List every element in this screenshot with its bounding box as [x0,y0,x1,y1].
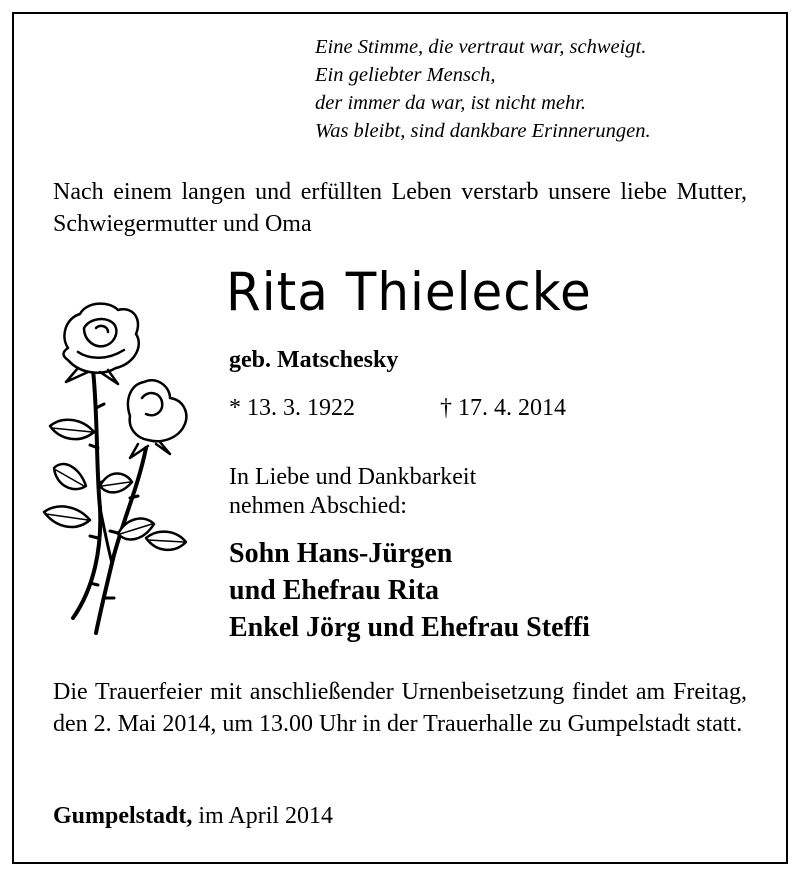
death-date: † 17. 4. 2014 [440,395,566,421]
funeral-service-text: Die Trauerfeier mit anschließender Urnenbeisetzung findet am Freitag, den 2. Mai 2014, um 13.00 Uhr in der Trauerhalle zu Gumpelstadt statt. [53,679,747,737]
life-dates [229,393,566,423]
mourner-line: Sohn Hans-Jürgen [229,538,453,569]
poem-line: Ein geliebter Mensch, [315,64,496,86]
rose-illustration-icon [38,298,198,643]
deceased-name: Rita Thielecke [226,261,592,323]
birth-date: * 13. 3. 1922 [229,395,355,421]
poem-line: Eine Stimme, die vertraut war, schweigt. [315,36,647,58]
memorial-poem [315,33,775,145]
birth-name: geb. Matschesky [229,347,399,373]
farewell-line: In Liebe und Dankbarkeit [229,464,477,490]
place-town: Gumpelstadt, [53,803,193,829]
place-date: im April 2014 [198,803,334,829]
mourner-line: und Ehefrau Rita [229,575,440,606]
poem-line: Was bleibt, sind dankbare Erinnerungen. [315,120,651,142]
place-and-date [53,800,333,832]
mourners-list [229,535,590,646]
farewell-text [229,463,476,521]
intro-text: Nach einem langen und erfüllten Leben verstarb unsere liebe Mutter, Schwiegermutter und Oma [53,179,747,237]
poem-line: der immer da war, ist nicht mehr. [315,92,587,114]
farewell-line: nehmen Abschied: [229,493,407,519]
mourner-line: Enkel Jörg und Ehefrau Steffi [229,612,590,643]
